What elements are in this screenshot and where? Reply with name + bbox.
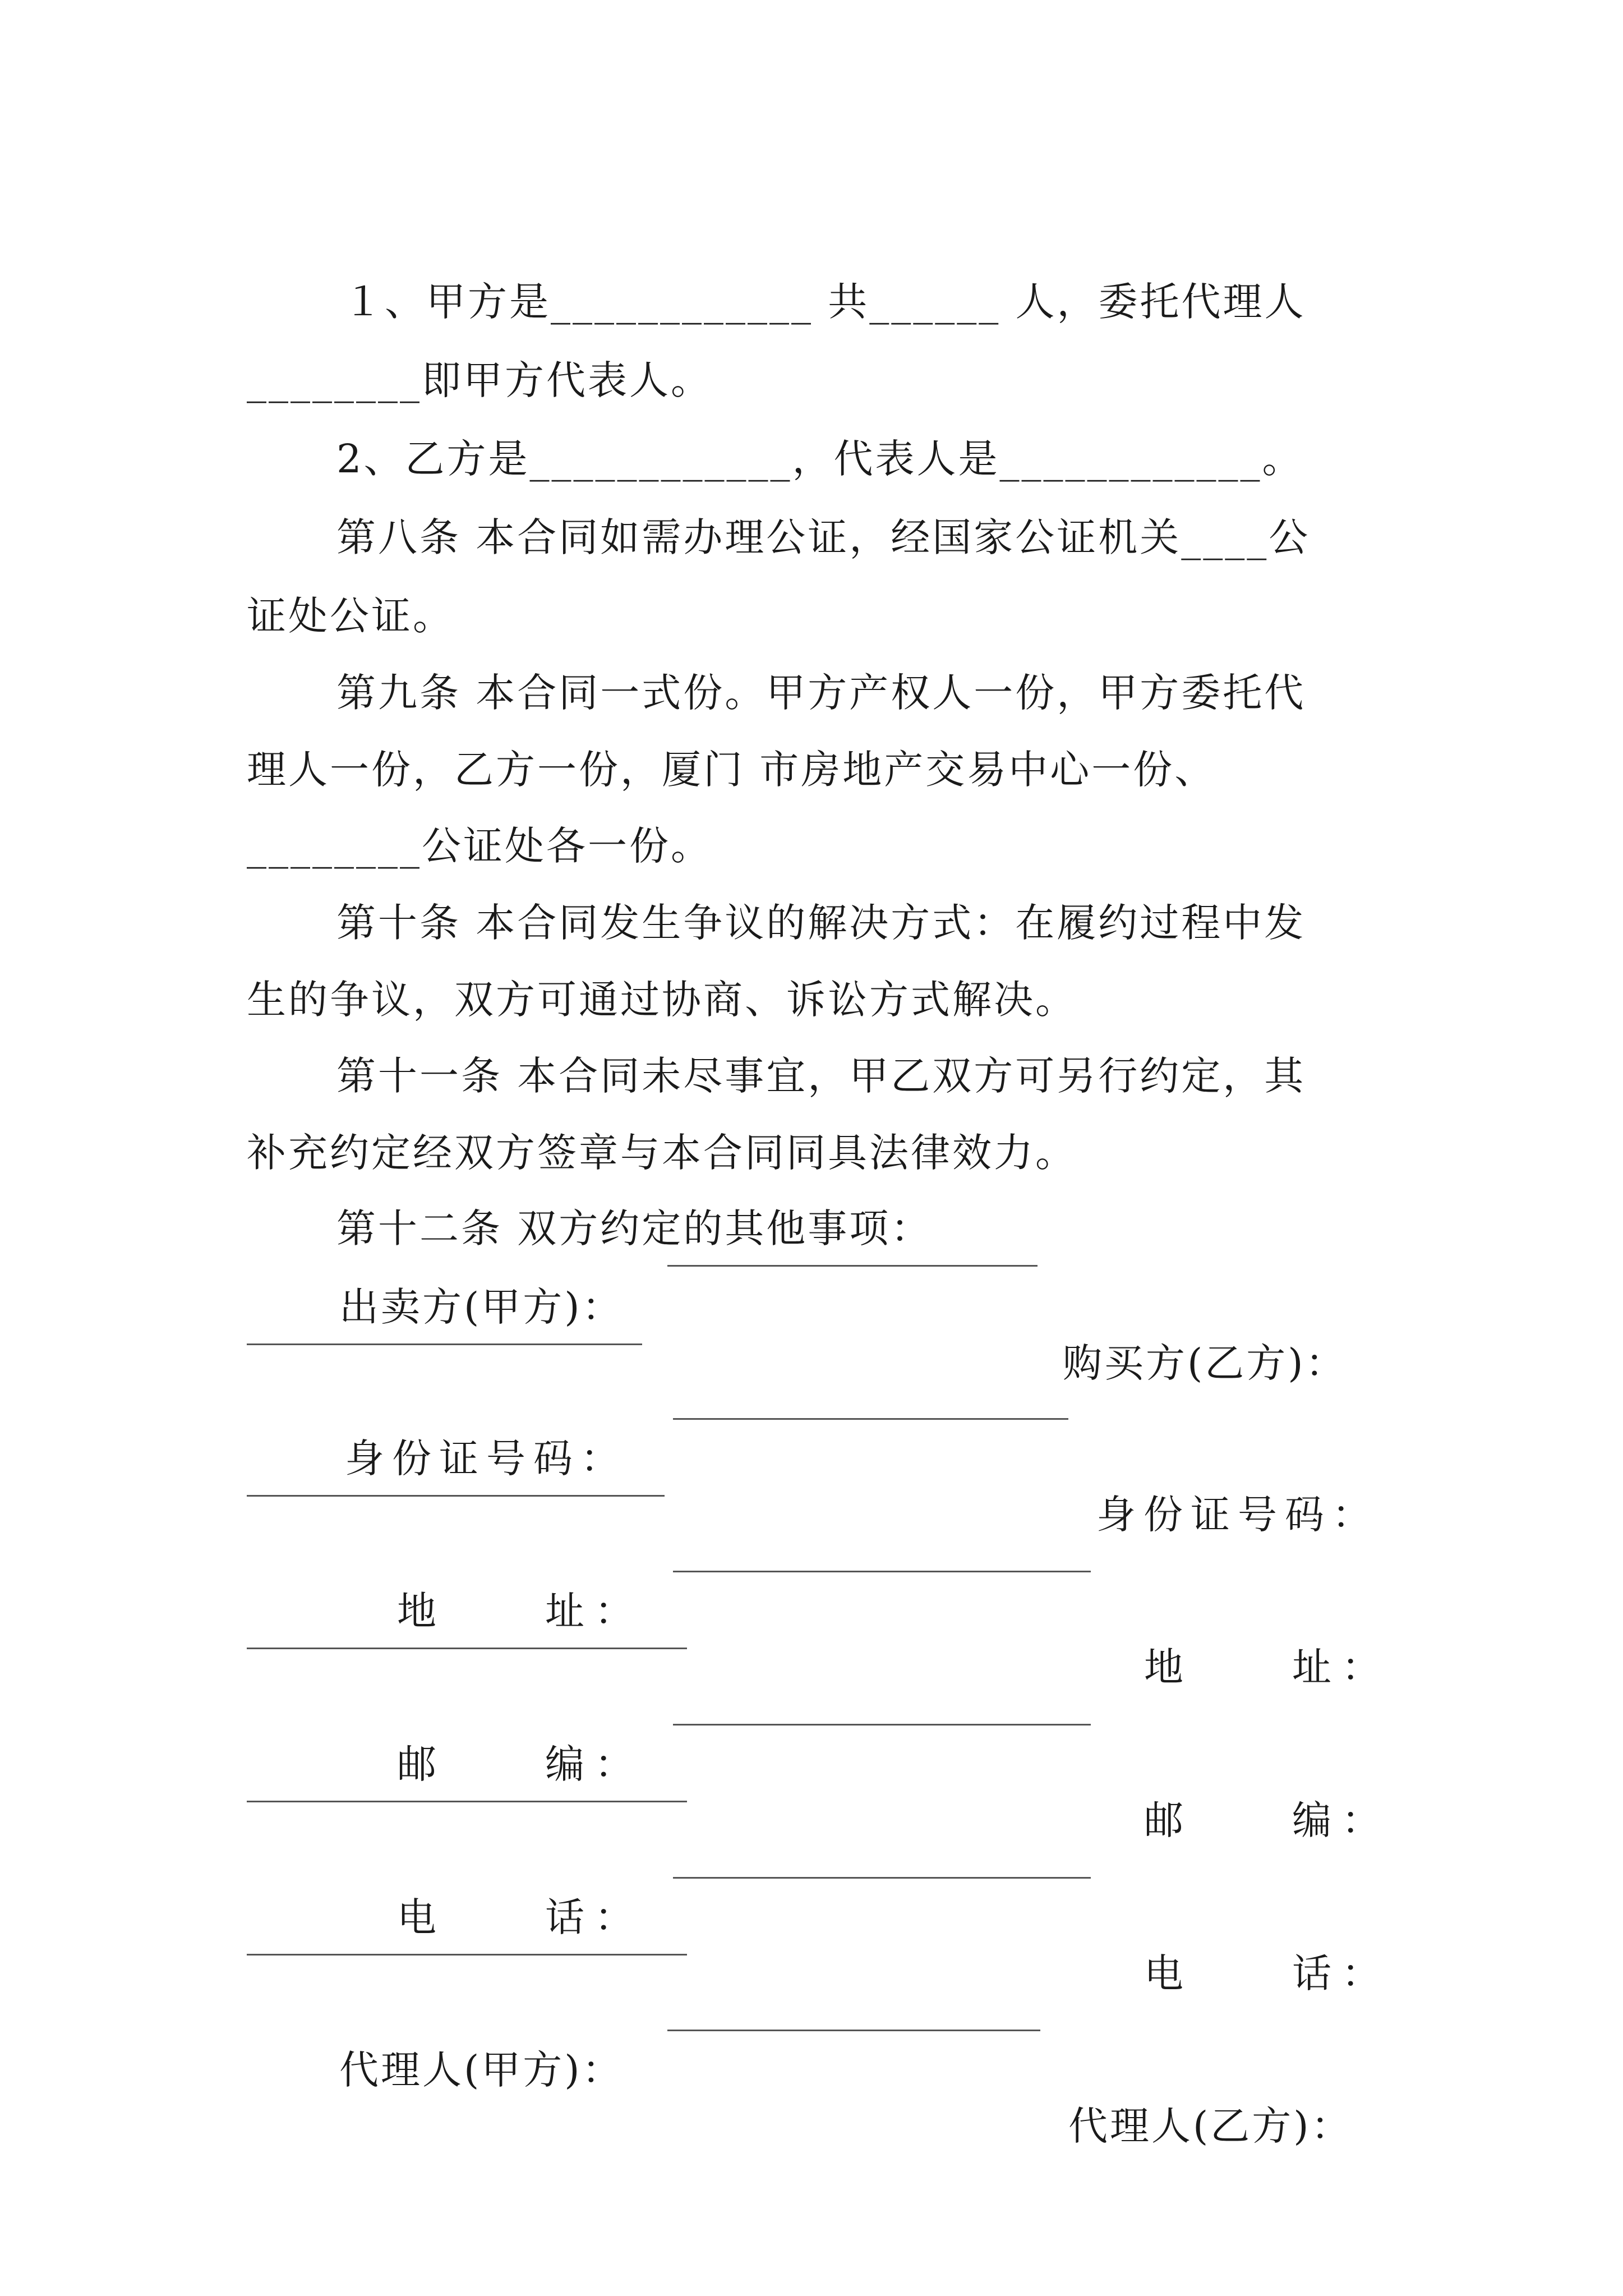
agent-left-blank[interactable] — [667, 2030, 1040, 2031]
line-text: 第十一条 本合同未尽事宜，甲乙双方可另行约定，其 — [336, 1053, 1306, 1099]
address-label-left: 地 址： — [397, 1588, 644, 1634]
line-text: 理人一份，乙方一份，厦门 市房地产交易中心一份、 — [247, 747, 1216, 793]
phone-label-left: 电 话： — [397, 1894, 644, 1940]
text-line — [0, 915, 1623, 1023]
address-right-blank[interactable] — [247, 1648, 687, 1649]
text-line — [0, 609, 1623, 716]
id-right-blank[interactable] — [247, 1495, 665, 1497]
buyer-label: 购买方(乙方)： — [1063, 1340, 1347, 1386]
id-left-blank[interactable] — [673, 1418, 1068, 1420]
line-text: 生的争议，双方可通过协商、诉讼方式解决。 — [247, 977, 1077, 1023]
agent-label-left: 代理人(甲方)： — [339, 2047, 624, 2093]
id-label-left: 身份证号码： — [345, 1435, 628, 1481]
phone-left-blank[interactable] — [673, 1877, 1091, 1879]
line-text: 第九条 本合同一式份。甲方产权人一份，甲方委托代 — [336, 670, 1306, 716]
signature-row — [0, 1527, 1623, 1690]
line-text: １、甲方是____________ 共______ 人，委托代理人 — [343, 279, 1306, 325]
seller-signature-blank[interactable] — [667, 1265, 1038, 1267]
id-label-right: 身份证号码： — [1096, 1492, 1379, 1538]
line-text: ________公证处各一份。 — [247, 823, 712, 869]
signature-row — [0, 1374, 1623, 1538]
agent-label-right: 代理人(乙方)： — [1068, 2103, 1353, 2149]
text-line — [0, 1144, 1623, 1251]
postcode-label-right: 邮 编： — [1144, 1797, 1391, 1843]
line-text: ________即甲方代表人。 — [247, 357, 712, 403]
postcode-label-left: 邮 编： — [397, 1741, 644, 1787]
buyer-signature-blank[interactable] — [247, 1343, 642, 1345]
text-line — [0, 685, 1623, 793]
signature-row — [0, 1833, 1623, 1996]
line-text: 第八条 本合同如需办理公证，经国家公证机关____公 — [336, 514, 1311, 560]
signature-row — [0, 1986, 1623, 2149]
signature-row — [0, 1680, 1623, 1843]
text-line — [0, 839, 1623, 946]
text-line — [0, 218, 1623, 325]
text-line — [0, 532, 1623, 639]
text-line — [0, 992, 1623, 1099]
address-left-blank[interactable] — [673, 1571, 1091, 1572]
line-text: 第十条 本合同发生争议的解决方式：在履约过程中发 — [336, 900, 1306, 946]
text-line — [0, 762, 1623, 869]
postcode-left-blank[interactable] — [673, 1724, 1091, 1726]
text-line — [0, 1069, 1623, 1176]
phone-right-blank[interactable] — [247, 1954, 687, 1955]
seller-label: 出卖方(甲方)： — [339, 1284, 624, 1330]
text-line — [0, 375, 1623, 482]
signature-row — [0, 1223, 1623, 1386]
line-text: 第十二条 双方约定的其他事项： — [336, 1205, 933, 1251]
line-text: 补充约定经双方签章与本合同同具法律效力。 — [247, 1130, 1077, 1176]
text-line — [0, 453, 1623, 560]
address-label-right: 地 址： — [1144, 1644, 1391, 1690]
line-text: 证处公证。 — [247, 593, 454, 639]
text-line — [0, 296, 1623, 403]
phone-label-right: 电 话： — [1144, 1950, 1391, 1996]
postcode-right-blank[interactable] — [247, 1801, 687, 1802]
line-text: 2、乙方是____________，代表人是____________。 — [336, 436, 1304, 482]
